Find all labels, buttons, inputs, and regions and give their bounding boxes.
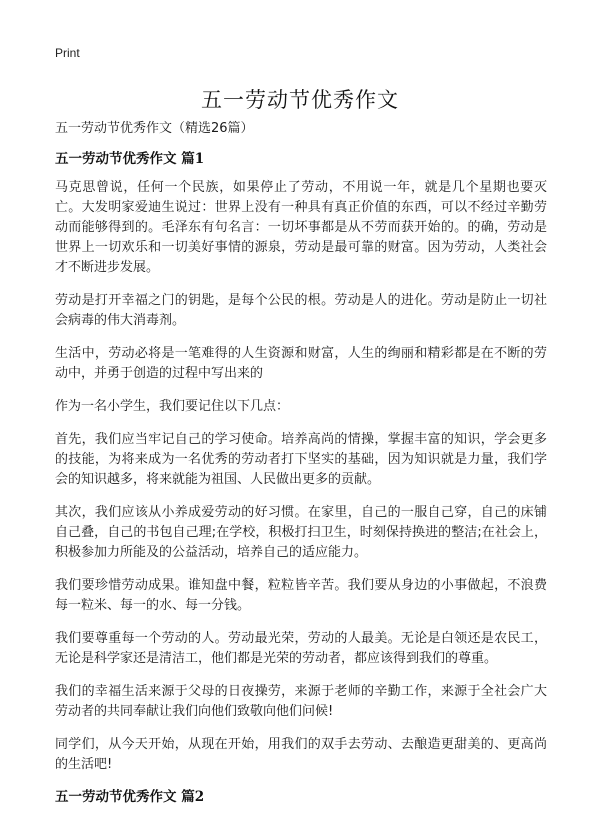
page-title: 五一劳动节优秀作文 xyxy=(201,88,399,112)
article-subtitle: 五一劳动节优秀作文（精选26篇） xyxy=(55,121,254,136)
paragraph: 我们的幸福生活来源于父母的日夜操劳，来源于老师的辛勤工作，来源于全社会广大劳动者的共同奉献让我们向他们致敬向他们问候! xyxy=(55,684,547,719)
article-body xyxy=(55,120,547,816)
paragraph: 马克思曾说，任何一个民族，如果停止了劳动，不用说一年，就是几个星期也要灭亡。大发明家爱迪生说过：世界上没有一种具有真正价值的东西，可以不经过辛勤劳动而能够得到的。毛泽东有句名言：一切坏事都是从不劳而获开始的。的确，劳动是世界上一切欢乐和一切美好事情的源泉，劳动是最可靠的财富。因为劳动，人类社会才不断进步发展。 xyxy=(55,180,547,275)
print-link[interactable]: Print xyxy=(55,46,80,60)
section-2 xyxy=(55,788,547,806)
section-heading: 五一劳动节优秀作文 篇1 xyxy=(55,151,205,167)
paragraph: 劳动是打开幸福之门的钥匙，是每个公民的根。劳动是人的进化。劳动是防止一切社会病毒的伟大消毒剂。 xyxy=(55,293,547,328)
paragraph: 首先，我们应当牢记自己的学习使命。培养高尚的情操，掌握丰富的知识，学会更多的技能，为将来成为一名优秀的劳动者打下坚实的基础，因为知识就是力量，我们学会的知识越多，将来就能为祖国、人民做出更多的贡献。 xyxy=(55,432,547,487)
paragraph: 其次，我们应该从小养成爱劳动的好习惯。在家里，自己的一服自己穿，自己的床铺自己叠，自己的书包自己理;在学校，积极打扫卫生，时刻保持换进的整洁;在社会上，积极参加力所能及的公益活动，培养自己的适应能力。 xyxy=(55,505,547,560)
section-heading: 五一劳动节优秀作文 篇2 xyxy=(55,789,205,805)
paragraph: 生活中，劳动必将是一笔难得的人生资源和财富，人生的绚丽和精彩都是在不断的劳动中，并勇于创造的过程中写出来的 xyxy=(55,346,547,381)
paragraph: 同学们，从今天开始，从现在开始，用我们的双手去劳动、去酿造更甜美的、更高尚的生活吧! xyxy=(55,737,547,772)
paragraph: 作为一名小学生，我们要记住以下几点： xyxy=(55,399,290,414)
section-1 xyxy=(55,150,547,775)
paragraph: 我们要珍惜劳动成果。谁知盘中餐，粒粒皆辛苦。我们要从身边的小事做起，不浪费每一粒米、每一的水、每一分钱。 xyxy=(55,578,547,613)
paragraph: 我们要尊重每一个劳动的人。劳动最光荣，劳动的人最美。无论是白领还是农民工，无论是科学家还是清洁工，他们都是光荣的劳动者，都应该得到我们的尊重。 xyxy=(55,631,547,666)
